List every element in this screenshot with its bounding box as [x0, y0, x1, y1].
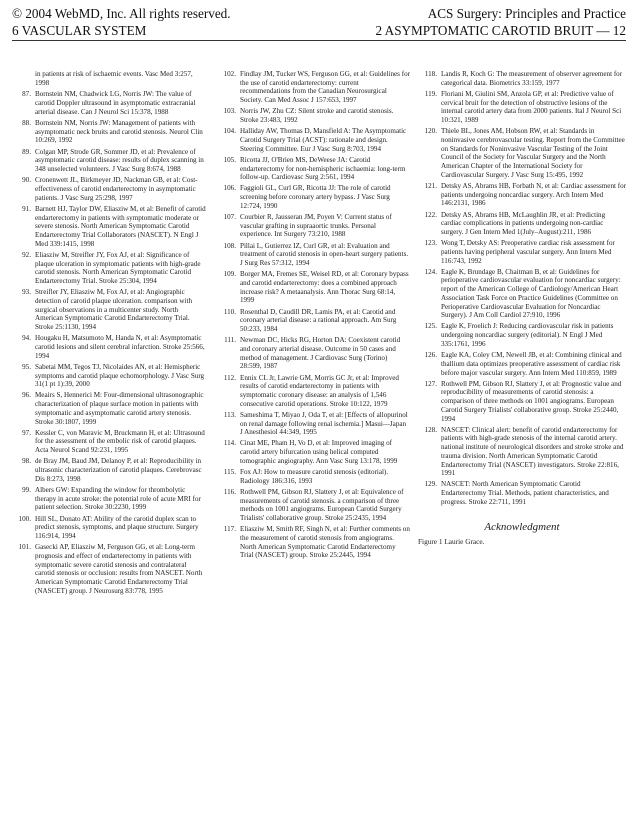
reference-text: Rosenthal D, Caudill DR, Lamis PA, et al: Carotid and coronary arterial disease: a rational approach. Am Surg 50:233, 1984 [240, 307, 397, 333]
reference-number: 87. [22, 90, 31, 99]
reference-text: Gasecki AP, Eliasziw M, Ferguson GG, et al: Long-term prognosis and effect of endarterectomy in patients with symptomatic severe carotid stenosis and contralateral carotid stenosis or occlusion: results from NASCET. North American Symptomatic Carotid Endarterectomy Trial (NASCET) group. J Neurosurg 83:778, 1995 [35, 543, 203, 595]
reference-entry [418, 239, 626, 265]
reference-text: Eliasziw M, Streifler JY, Fox AJ, et al: Significance of plaque ulceration in symptomatic patients with high-grade carotid stenosis. North American Symptomatic Carotid Endarterectomy Trial. Stroke 25:304, 1994 [35, 250, 201, 285]
reference-number: 100. [18, 514, 31, 523]
reference-entry [217, 336, 410, 371]
reference-entry [12, 119, 207, 145]
reference-text: Eliasziw M, Smith RF, Singh N, et al: Further comments on the measurement of carotid stenosis from angiograms. North American Symptomatic Carotid Endarterectomy Trial (NASCET) group. Stroke 25:2445, 1994 [240, 525, 410, 560]
reference-text: Halliday AW, Thomas D, Mansfield A: The Asymptomatic Carotid Surgery Trial (ACST): rationale and design. Steering Committee. Eur J Vasc Surg 8:703, 1994 [240, 127, 407, 153]
reference-number: 103. [223, 107, 236, 116]
reference-number: 120. [424, 127, 437, 136]
reference-number: 104. [223, 127, 236, 136]
reference-entry [12, 205, 207, 249]
reference-number: 96. [22, 391, 31, 400]
reference-column-2 [217, 70, 410, 563]
reference-number: 123. [424, 239, 437, 248]
reference-text: Ennix CL Jr, Lawrie GM, Morris GC Jr, et al: Improved results of carotid endarterectomy in patients with symptomatic coronary disease: an analysis of 1,546 consecutive carotid operations. Stroke 10:122, 1979 [240, 373, 399, 408]
reference-number: 102. [223, 70, 236, 78]
reference-number: 127. [424, 379, 437, 388]
reference-entry [217, 439, 410, 465]
reference-number: 114. [223, 439, 236, 448]
reference-entry [217, 270, 410, 305]
reference-number: 112. [223, 373, 236, 382]
reference-text: Detsky AS, Abrams HB, McLaughlin JR, et al: Predicting cardiac complications in patients undergoing non-cardiac surgery. J Gen Intern Med 1(July–August):211, 1986 [441, 210, 606, 236]
reference-text: Meairs S, Hennerici M: Four-dimensional ultrasonographic characterization of plaque surface motion in patients with symptomatic and asymptomatic carotid artery stenosis. Stroke 30:1807, 1999 [35, 391, 204, 426]
section-title: 6 VASCULAR SYSTEM [12, 23, 147, 38]
reference-entry [418, 426, 626, 478]
reference-text: Sabetai MM, Tegos TJ, Nicolaides AN, et al: Hemispheric symptoms and carotid plaque echomorphology. J Vasc Surg 31(1 pt 1):39, 2000 [35, 362, 205, 389]
reference-text: Newman DC, Hicks RG, Horton DA: Coexistent carotid and coronary arterial disease. Outcome in 50 cases and method of management. J Cardiovasc Surg (Torino) 28:599, 1987 [240, 336, 401, 371]
reference-text: Faggioli GL, Curl GR, Ricotta JJ: The role of carotid screening before coronary artery bypass. J Vasc Surg 12:724, 1990 [240, 184, 391, 210]
reference-number: 105. [223, 155, 236, 164]
reference-number: 94. [22, 334, 31, 343]
reference-entry [12, 148, 207, 174]
reference-entry [217, 411, 410, 437]
reference-entry [418, 351, 626, 377]
reference-text: Hougaku H, Matsumoto M, Handa N, et al: Asymptomatic carotid lesions and silent cerebral infarction. Stroke 25:566, 1994 [35, 334, 205, 360]
reference-text: Rothwell PM, Gibson RJ, Slattery J, et al: Equivalence of measurements of carotid stenosis. a comparison of three methods on 1001 angiograms. European Carotid Surgery Trialists' collaborative group. Stroke 25:2435, 1994 [240, 487, 404, 523]
reference-entry [12, 457, 207, 483]
reference-number: 107. [223, 213, 236, 222]
reference-entry [418, 182, 626, 208]
reference-entry [217, 468, 410, 485]
reference-text: Streifler JY, Eliasziw M, Fox AJ, et al: Angiographic detection of carotid plaque ulceration. comparison with surgical observations in a multicenter study. North American Symptomatic Carotid Endarterectomy Trial. Stroke 25:1130, 1994 [35, 288, 192, 331]
reference-number: 117. [223, 525, 236, 534]
reference-text: Thiele BL, Jones AM, Hobson RW, et al: Standards in noninvasive cerebrovascular testing. Report from the Committee on Standards for Noninvasive Vascular Testing of the Joint Council of the Society for Vascular Surgery and the North American Chapter of the International Society for Cardiovascular Surgery. J Vasc Surg 15:495, 1992 [441, 127, 625, 179]
reference-entry [12, 90, 207, 116]
reference-continuation: in patients at risk of ischaemic events. Vasc Med 3:257, 1998 [35, 70, 193, 87]
reference-entry [217, 374, 410, 409]
reference-entry [418, 90, 626, 125]
reference-text: Wong T, Detsky AS: Preoperative cardiac risk assessment for patients having peripheral vascular surgery. Ann Intern Med 116:743, 1992 [441, 239, 615, 265]
copyright-notice: © 2004 WebMD, Inc. All rights reserved. [12, 6, 231, 21]
reference-number: 91. [22, 204, 31, 213]
reference-text: Barnett HJ, Taylor DW, Eliasziw M, et al: Benefit of carotid endarterectomy in patients with symptomatic moderate or severe stenosis. North American Symptomatic Carotid Endarterectomy Trial Collaborators (NASCET). N Engl J Med 339:1415, 1998 [35, 204, 206, 248]
reference-entry [418, 322, 626, 348]
reference-text: Findlay JM, Tucker WS, Ferguson GG, et al: Guidelines for the use of carotid endarterectomy: current recommendations from the Canadian Neurosurgical Society. Can Med Assoc J 157:653, 1997 [240, 70, 410, 105]
reference-entry [217, 242, 410, 268]
reference-entry [418, 380, 626, 424]
reference-text: Cronenwett JL, Birkmeyer JD, Nackman GB, et al: Cost-effectiveness of carotid endarterectomy in asymptomatic patients. J Vasc Surg 25:298, 1997 [35, 176, 198, 202]
reference-entry [418, 127, 626, 179]
reference-text: de Bray JM, Baud JM, Delanoy P, et al: Reproducibility in ultrasonic characterization of carotid plaques. Cerebrovasc Dis 8:273, 1998 [35, 457, 202, 483]
reference-number: 110. [223, 307, 236, 316]
reference-text: NASCET: Clinical alert: benefit of carotid endarterectomy for patients with high-grade stenosis of the internal carotid artery. national institute of neurological disorders and stroke stroke and trauma division. North American Symptomatic Carotid Endarterectomy Trial (NASCET) investigators. Stroke 22:816, 1991 [441, 425, 624, 478]
reference-text: Landis R, Koch G: The measurement of observer agreement for categorical data. Biometrics 33:159, 1977 [441, 70, 623, 87]
reference-text: Eagle K, Froelich J: Reducing cardiovascular risk in patients undergoing noncardiac surgery (editorial). N Engl J Med 335:1761, 1996 [441, 322, 614, 348]
reference-text: Bornstein NM, Norris JW: Management of patients with asymptomatic neck bruits and carotid stenosis. Neurol Clin 10:269, 1992 [35, 119, 203, 145]
reference-entry [12, 515, 207, 541]
reference-number: 92. [22, 250, 31, 259]
reference-entry [12, 429, 207, 455]
reference-number: 118. [424, 70, 437, 78]
reference-number: 106. [223, 184, 236, 193]
reference-entry [12, 334, 207, 360]
reference-number: 95. [22, 362, 31, 371]
reference-text: Fox AJ: How to measure carotid stenosis (editorial). Radiology 186:316, 1993 [240, 468, 389, 485]
reference-column-1 [12, 70, 207, 598]
reference-entry [12, 543, 207, 595]
reference-entry [418, 70, 626, 87]
reference-number: 98. [22, 457, 31, 466]
reference-entry [217, 488, 410, 523]
header-divider [12, 40, 626, 41]
reference-entry [418, 268, 626, 320]
reference-text: Eagle K, Brundage B, Chaitman B, et al: Guidelines for perioperative cardiovascular evaluation for noncardiac surgery: report of the American College of Cardiology/American Heart Association Task Force on Practice Guidelines (Committee on Perioperative Cardiovascular Evaluation for Noncardiac Surgery). J Am Coll Cardiol 27:910, 1996 [441, 267, 621, 320]
reference-entry [217, 525, 410, 560]
reference-entry [12, 391, 207, 426]
reference-number: 90. [22, 176, 31, 185]
reference-number: 121. [424, 181, 437, 190]
reference-number: 93. [22, 288, 31, 297]
reference-number: 113. [223, 410, 236, 419]
reference-number: 89. [22, 147, 31, 156]
reference-entry [12, 251, 207, 286]
reference-entry [217, 70, 410, 105]
reference-number: 116. [223, 487, 236, 496]
reference-entry [217, 156, 410, 182]
reference-number: 119. [424, 89, 437, 98]
reference-text: Colgan MP, Strode GR, Sommer JD, et al: Prevalence of asymptomatic carotid disease: results of duplex scanning in 348 unselected volunteers. J Vasc Surg 8:674, 1988 [35, 147, 204, 174]
reference-number: 88. [22, 119, 31, 128]
reference-text: Bornstein NM, Chadwick LG, Norris JW: The value of carotid Doppler ultrasound in asymptomatic extracranial arterial disease. Can J Neurol Sci 15:378, 1988 [35, 90, 196, 116]
reference-text: Ricotta JJ, O'Brien MS, DeWeese JA: Carotid endarterectomy for non-hemispheric ischaemia: long-term follow-up. Cardiovasc Surg 2:561, 1994 [240, 155, 406, 182]
reference-entry [12, 288, 207, 332]
reference-entry [217, 308, 410, 334]
reference-number: 122. [424, 210, 437, 219]
reference-text: Pillai L, Gutierrez IZ, Curl GR, et al: Evaluation and treatment of carotid stenosis in open-heart surgery patients. J Surg Res 57:312, 1994 [240, 241, 409, 268]
reference-number: 101. [18, 543, 31, 552]
acknowledgment-heading: Acknowledgment [484, 520, 560, 533]
reference-entry [418, 480, 626, 506]
reference-number: 128. [424, 425, 437, 434]
reference-text: Rothwell PM, Gibson RJ, Slattery J, et al: Prognostic value and reproducibility of measurements of carotid stenosis: a comparison of three methods on 1001 angiograms. European Carotid Surgery Trialists' collaborative group. Stroke 25:2440, 1994 [441, 379, 622, 423]
reference-number: 115. [223, 468, 236, 477]
reference-column-3 [418, 70, 626, 547]
reference-text: Sameshima T, Miyao J, Oda T, et al: [Effects of allopurinol on renal damage following renal ischemia.] Masui—Japan J Anesthesiol 44:349, 1995 [240, 410, 408, 437]
reference-entry [217, 184, 410, 210]
book-title: ACS Surgery: Principles and Practice [427, 6, 626, 21]
reference-text: Norris JW, Zhu CZ: Silent stroke and carotid stenosis. Stroke 23:483, 1992 [240, 107, 394, 125]
reference-entry [217, 127, 410, 153]
reference-text: Albers GW: Expanding the window for thrombolytic therapy in acute stroke: the potential role of acute MRI for patient selection. Stroke 30:2230, 1999 [35, 485, 201, 512]
reference-entry [12, 363, 207, 389]
reference-number: 99. [22, 485, 31, 494]
figure-credit: Figure 1 Laurie Grace. [418, 537, 485, 547]
chapter-title: 2 ASYMPTOMATIC CAROTID BRUIT — 12 [375, 23, 626, 38]
reference-number: 109. [223, 270, 236, 279]
reference-text: Hill SL, Donato AT: Ability of the carotid duplex scan to predict stenosis, symptoms, and plaque structure. Surgery 116:914, 1994 [35, 514, 199, 540]
reference-text: Detsky AS, Abrams HB, Forbath N, et al: Cardiac assessment for patients undergoing noncardiac surgery. Arch Intern Med 146:2131, 1986 [441, 181, 627, 208]
reference-text: Kessler C, von Maravic M, Bruckmann H, et al: Ultrasound for the assessment of the embolic risk of carotid plaques. Acta Neurol Scand 92:231, 1995 [35, 428, 205, 455]
reference-text: Cinat ME, Pham H, Vo D, et al: Improved imaging of carotid artery bifurcation using helical computed tomographic angiography. Ann Vasc Surg 13:178, 1999 [240, 439, 398, 465]
reference-number: 125. [424, 322, 437, 331]
reference-text: NASCET: North American Symptomatic Carotid Endarterectomy Trial. Methods, patient characteristics, and progress. Stroke 22:711, 1991 [441, 480, 609, 506]
reference-number: 124. [424, 267, 437, 276]
reference-number: 129. [424, 480, 437, 489]
reference-text: Floriani M, Giulini SM, Anzola GP, et al: Predictive value of cervical bruit for the detection of obstructive lesions of the internal carotid artery data from 2000 patients. Ital J Neurol Sci 10:321, 1989 [441, 89, 622, 125]
reference-number: 97. [22, 428, 31, 437]
reference-entry [12, 176, 207, 202]
reference-text: Eagle KA, Coley CM, Newell JB, et al: Combining clinical and thallium data optimizes preoperative assessment of cardiac risk before major vascular surgery. Ann Intern Med 110:859, 1989 [441, 351, 622, 377]
reference-text: Courbier R, Jausseran JM, Poyen V: Current status of vascular grafting in supraaortic trunks. Personal experience. Int Surgery 73:210, 1988 [240, 213, 392, 239]
reference-text: Borger MA, Fremes SE, Weisel RD, et al: Coronary bypass and carotid endarterectomy: does a combined approach increase risk? A metaanalysis. Ann Thorac Surg 68:14, 1999 [240, 270, 409, 305]
reference-entry [217, 213, 410, 239]
reference-number: 126. [424, 351, 437, 360]
reference-number: 111. [224, 336, 236, 345]
reference-number: 108. [223, 241, 236, 250]
reference-entry [12, 486, 207, 512]
reference-entry [217, 107, 410, 124]
reference-entry [418, 211, 626, 237]
